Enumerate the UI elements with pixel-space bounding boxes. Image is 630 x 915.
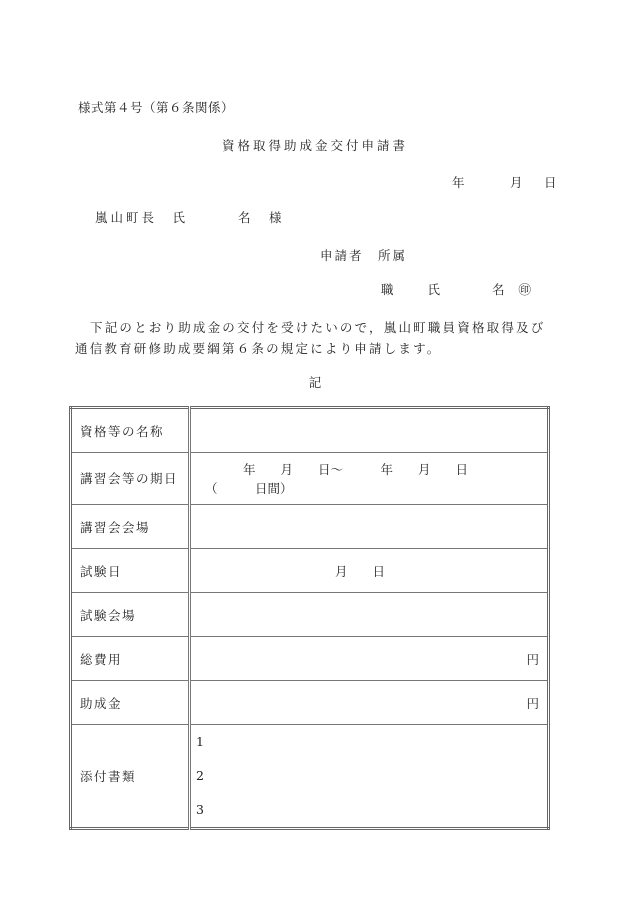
applicant-position: 職 <box>381 282 394 297</box>
table-row <box>71 725 549 829</box>
attachments-field[interactable] <box>190 725 549 829</box>
seal-mark: ㊞ <box>518 282 532 297</box>
period-days: （ 日間） <box>205 480 293 496</box>
total-cost-unit: 円 <box>526 651 539 667</box>
venue-label: 講習会会場 <box>71 505 190 549</box>
application-table <box>69 406 550 830</box>
applicant-affiliation: 申請者 所属 <box>320 248 408 263</box>
table-row <box>71 593 549 637</box>
applicant-name-label: 氏 <box>427 282 441 297</box>
subsidy-unit: 円 <box>526 695 539 711</box>
subsidy-field[interactable] <box>190 681 549 725</box>
attachment-item: 2 <box>196 768 204 783</box>
date-year: 年 <box>452 175 465 190</box>
period-label: 講習会等の期日 <box>71 453 190 505</box>
body-text: 下記のとおり助成金の交付を受けたいので，嵐山町職員資格取得及び通信教育研修助成要綱第６条の規定により申請します。 <box>75 320 546 356</box>
subsidy-label: 助成金 <box>71 681 190 725</box>
date-month: 月 <box>510 175 523 190</box>
exam-date-label: 試験日 <box>71 549 190 593</box>
addressee-name: 嵐山町長 氏 <box>95 210 189 225</box>
table-row <box>71 453 549 505</box>
total-cost-label: 総費用 <box>71 637 190 681</box>
period-dates: 年 月 日～ 年 月 日 <box>243 461 469 477</box>
qualification-field[interactable] <box>190 408 549 453</box>
table-row <box>71 681 549 725</box>
total-cost-field[interactable] <box>190 637 549 681</box>
applicant-name-suffix: 名 <box>492 282 505 297</box>
table-row <box>71 408 549 453</box>
table-row <box>71 637 549 681</box>
attachment-item: 1 <box>196 734 204 749</box>
exam-venue-field[interactable] <box>190 593 549 637</box>
date-line <box>452 173 557 191</box>
addressee-suffix: 名 様 <box>238 210 285 225</box>
period-field[interactable] <box>190 453 549 505</box>
venue-field[interactable] <box>190 505 549 549</box>
table-row <box>71 549 549 593</box>
page-title: 資格取得助成金交付申請書 <box>221 138 408 153</box>
ki-heading: 記 <box>308 375 322 390</box>
qualification-label: 資格等の名称 <box>71 408 190 453</box>
attachment-item: 3 <box>196 802 204 817</box>
date-day: 日 <box>544 175 557 190</box>
form-number: 様式第４号（第６条関係） <box>78 100 235 115</box>
attachments-label: 添付書類 <box>71 725 190 829</box>
table-row <box>71 505 549 549</box>
exam-date-field[interactable]: 月 日 <box>190 549 549 593</box>
addressee <box>95 208 285 226</box>
applicant-name-line <box>381 280 531 298</box>
exam-venue-label: 試験会場 <box>71 593 190 637</box>
